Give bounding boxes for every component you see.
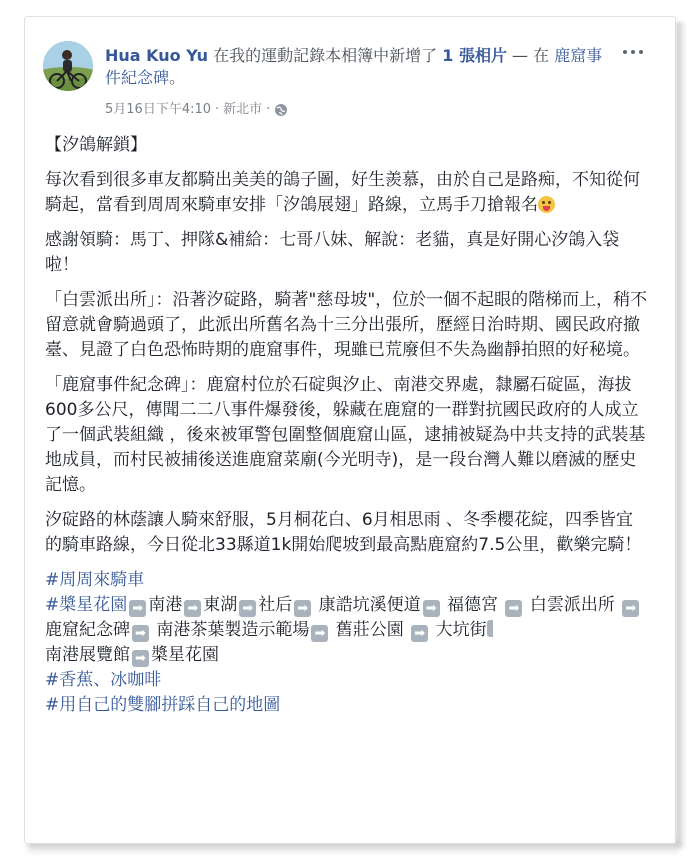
route-stop: 南港 <box>148 595 183 615</box>
author-name[interactable]: Hua Kuo Yu <box>105 46 209 65</box>
right-arrow-emoji: ➡ <box>423 600 440 617</box>
route-stop: 大坑街 <box>430 620 487 640</box>
post-timestamp[interactable]: 5月16日下午4:10 <box>105 102 212 117</box>
post-location[interactable]: 新北市 <box>223 102 263 117</box>
hashtag-link[interactable]: #用自己的雙腳拼踩自己的地圖 <box>45 695 281 715</box>
meta-separator-2: · <box>266 102 271 117</box>
right-arrow-emoji: ➡ <box>132 650 149 667</box>
post-meta <box>105 101 288 119</box>
place-link[interactable]: 鹿窟事件紀念碑 <box>105 46 603 87</box>
route-stop: 舊莊公園 <box>330 620 410 640</box>
right-arrow-emoji: ➡ <box>132 625 149 642</box>
route-stop: 槳星花園 <box>151 645 219 665</box>
route-stop: 南港茶葉製造示範場 <box>151 620 310 640</box>
route-stop: 福德宮 <box>441 595 504 615</box>
paragraph-police-station: 「白雲派出所」：沿著汐碇路，騎著"慈母坡"，位於一個不起眼的階梯而上，稍不留意就會騎過頭了，此派出所舊名為十三分出張所，歷經日治時期、國民政府撤臺、見證了白色恐怖時期的鹿窟事件，現雖已荒廢但不失為幽靜拍照的好秘境。 <box>45 290 648 360</box>
action-mid: — 在 <box>506 46 550 65</box>
right-arrow-emoji: ➡ <box>129 600 146 617</box>
avatar-photo <box>43 41 93 91</box>
right-arrow-emoji: ➡ <box>622 600 639 617</box>
facebook-post-card <box>24 16 676 844</box>
route-line <box>45 593 650 668</box>
action-prefix: 在我的運動記錄本相簿中新增了 <box>213 46 438 65</box>
card-shadow-right <box>676 22 686 848</box>
hashtag-link[interactable]: #香蕉、冰咖啡 <box>45 670 162 690</box>
hashtag-block <box>45 568 650 718</box>
route-stop: 白雲派出所 <box>524 595 621 615</box>
right-arrow-emoji: ➡ <box>505 600 522 617</box>
paragraph-intro <box>45 168 650 218</box>
right-arrow-emoji: ➡ <box>411 625 428 642</box>
meta-separator: · <box>215 102 220 117</box>
paragraph-thanks: 感謝領騎：馬丁、押隊&補給：七哥八妹、解說：老貓，真是好開心汐鴿入袋啦！ <box>45 230 620 275</box>
face-with-tongue-emoji <box>538 196 555 213</box>
route-stop: 東湖 <box>203 595 238 615</box>
truncated-arrow-emoji <box>487 620 493 637</box>
post-header <box>105 45 610 89</box>
hashtag-link[interactable]: #槳星花園 <box>45 595 128 615</box>
hashtag-link[interactable]: #周周來騎車 <box>45 570 145 590</box>
route-stop: 南港展覽館 <box>45 645 130 665</box>
intro-text: 每次看到很多車友都騎出美美的鴿子圖，好生羨慕，由於自己是路痴，不知從何騎起，當看到周周來騎車安排「汐鴿展翅」路線，立馬手刀搶報名 <box>45 170 640 215</box>
route-stop: 鹿窟紀念碑 <box>45 620 130 640</box>
right-arrow-emoji: ➡ <box>239 600 256 617</box>
paragraph-title: 【汐鴿解鎖】 <box>45 135 147 155</box>
route-stop: 社后 <box>258 595 293 615</box>
globe-icon[interactable] <box>274 103 288 117</box>
action-suffix: 。 <box>169 68 186 87</box>
right-arrow-emoji: ➡ <box>294 600 311 617</box>
right-arrow-emoji: ➡ <box>311 625 328 642</box>
paragraph-route: 汐碇路的林蔭讓人騎來舒服，5月桐花白、6月相思雨 、冬季櫻花綻，四季皆宜的騎車路線，今日從北33縣道1k開始爬坡到最高點鹿窟約7.5公里，歡樂完騎！ <box>45 510 642 555</box>
post-body <box>45 133 650 718</box>
paragraph-memorial: 「鹿窟事件紀念碑」：鹿窟村位於石碇與汐止、南港交界處，隸屬石碇區，海拔600多公尺，傳聞二二八事件爆發後，躲藏在鹿窟的一群對抗國民政府的人成立了一個武裝組織 ，後來被軍警包圍整個鹿窟山區，逮捕被疑為中共支持的武裝基地成員，而村民被捕後送進鹿窟菜廟(今光明寺)，是一段台灣人難以磨滅的歷史記憶。 <box>45 375 646 495</box>
more-options-icon[interactable] <box>621 45 645 59</box>
right-arrow-emoji: ➡ <box>184 600 201 617</box>
route-stop: 康誥坑溪便道 <box>313 595 421 615</box>
avatar[interactable] <box>43 41 93 91</box>
photo-count-link[interactable]: 1 張相片 <box>442 46 507 65</box>
